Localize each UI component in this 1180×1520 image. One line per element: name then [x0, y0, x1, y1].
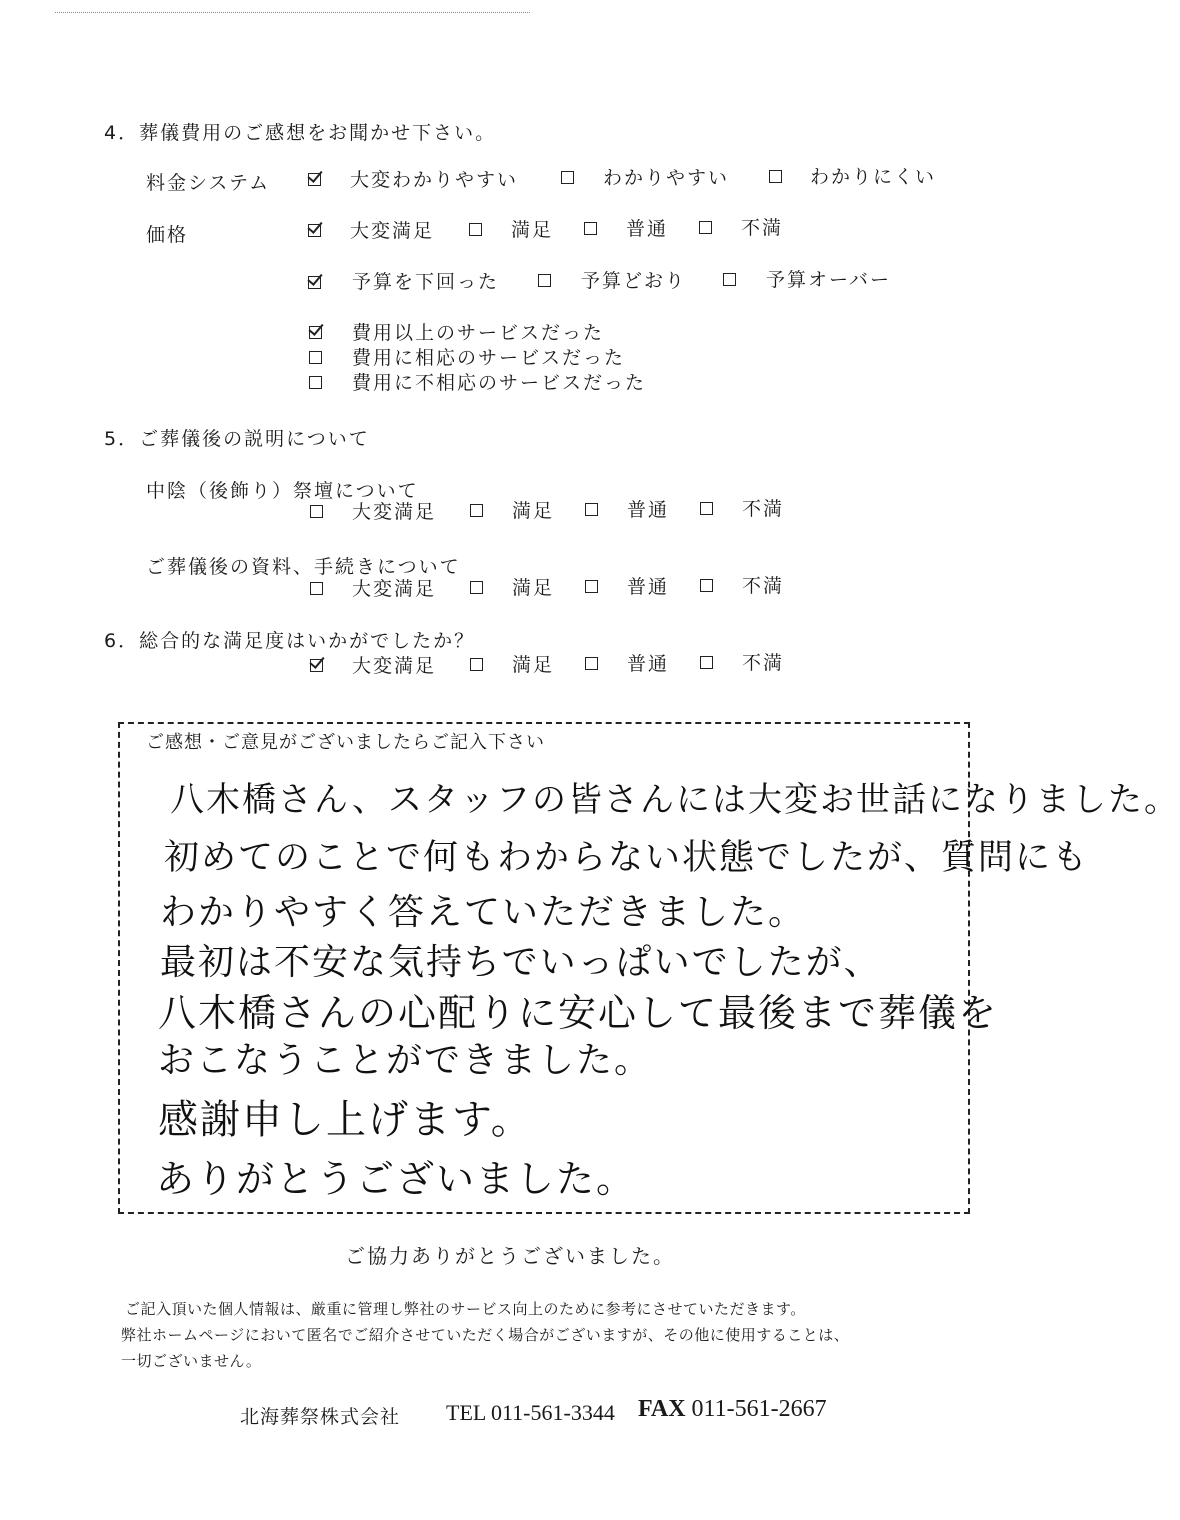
- documents-option-4: 不満: [742, 575, 785, 597]
- price-option-3: 普通: [626, 218, 669, 240]
- value-checkbox-3[interactable]: [309, 376, 322, 389]
- altar-label: 中陰（後飾り）祭壇について: [146, 480, 419, 502]
- fax-label: FAX: [638, 1396, 686, 1422]
- overall-checkbox-3[interactable]: [585, 657, 598, 670]
- overall-option-2: 満足: [512, 654, 555, 676]
- top-divider: [55, 12, 530, 13]
- privacy-notice-line-3: 一切ございません。: [121, 1352, 262, 1370]
- value-option-1: 費用以上のサービスだった: [352, 322, 605, 344]
- q5-title: 5．ご葬儀後の説明について: [104, 428, 370, 450]
- budget-checkbox-3[interactable]: [723, 273, 736, 286]
- value-option-2: 費用に相応のサービスだった: [352, 347, 626, 369]
- documents-option-2: 満足: [512, 577, 555, 599]
- budget-option-2: 予算どおり: [581, 270, 687, 292]
- fee-system-checkbox-3[interactable]: [769, 170, 782, 183]
- price-checkbox-4[interactable]: [699, 221, 712, 234]
- documents-option-1: 大変満足: [352, 578, 437, 600]
- q6-title: 6．総合的な満足度はいかがでしたか？: [104, 630, 476, 652]
- overall-checkbox-2[interactable]: [470, 658, 483, 671]
- overall-option-1: 大変満足: [352, 655, 437, 677]
- company-name: 北海葬祭株式会社: [240, 1406, 401, 1428]
- altar-checkbox-2[interactable]: [470, 504, 483, 517]
- fee-system-checkbox-2[interactable]: [561, 171, 574, 184]
- altar-checkbox-4[interactable]: [700, 502, 713, 515]
- overall-option-3: 普通: [627, 653, 670, 675]
- fee-system-option-2: わかりやすい: [603, 167, 730, 189]
- documents-label: ご葬儀後の資料、手続きについて: [146, 556, 461, 578]
- price-checkbox-2[interactable]: [469, 223, 482, 236]
- overall-checkbox-4[interactable]: [700, 656, 713, 669]
- handwritten-line-1: 八木橋さん、スタッフの皆さんには大変お世話になりました。: [170, 780, 1180, 820]
- documents-checkbox-3[interactable]: [585, 580, 598, 593]
- budget-option-1: 予算を下回った: [352, 271, 500, 293]
- handwritten-line-4: 最初は不安な気持ちでいっぱいでしたが、: [160, 942, 882, 983]
- fee-system-option-3: わかりにくい: [810, 166, 937, 188]
- budget-checkbox-1[interactable]: [308, 276, 321, 289]
- price-checkbox-1[interactable]: [308, 224, 321, 237]
- altar-option-1: 大変満足: [352, 501, 437, 523]
- budget-checkbox-2[interactable]: [538, 274, 551, 287]
- privacy-notice-line-1: ご記入頂いた個人情報は、厳重に管理し弊社のサービス向上のために参考にさせていただきます。: [125, 1300, 806, 1318]
- price-label: 価格: [146, 224, 189, 246]
- altar-checkbox-3[interactable]: [585, 503, 598, 516]
- handwritten-line-7: 感謝申し上げます。: [158, 1097, 533, 1143]
- altar-option-2: 満足: [512, 500, 555, 522]
- altar-checkbox-1[interactable]: [310, 505, 323, 518]
- fax-number: 011-561-2667: [691, 1396, 827, 1422]
- fee-system-option-1: 大変わかりやすい: [350, 169, 519, 191]
- price-checkbox-3[interactable]: [584, 222, 597, 235]
- documents-checkbox-4[interactable]: [700, 579, 713, 592]
- privacy-notice-line-2: 弊社ホームページにおいて匿名でご紹介させていただく場合がございますが、その他に使用することは、: [121, 1326, 850, 1344]
- documents-option-3: 普通: [627, 576, 670, 598]
- handwritten-line-8: ありがとうございました。: [156, 1157, 637, 1201]
- handwritten-line-5: 八木橋さんの心配りに安心して最後まで葬儀を: [158, 991, 999, 1035]
- fee-system-label: 料金システム: [146, 172, 271, 194]
- documents-checkbox-2[interactable]: [470, 581, 483, 594]
- handwritten-line-2: 初めてのことで何もわからない状態でしたが、質問にも: [164, 838, 1090, 878]
- overall-checkbox-1[interactable]: [310, 659, 323, 672]
- overall-option-4: 不満: [742, 652, 785, 674]
- price-option-4: 不満: [741, 217, 784, 239]
- comment-heading: ご感想・ご意見がございましたらご記入下さい: [146, 732, 545, 753]
- altar-option-4: 不満: [742, 498, 785, 520]
- value-checkbox-1[interactable]: [309, 326, 322, 339]
- company-fax: [638, 1396, 827, 1423]
- value-checkbox-2[interactable]: [309, 351, 322, 364]
- fee-system-checkbox-1[interactable]: [308, 173, 321, 186]
- budget-option-3: 予算オーバー: [766, 269, 892, 291]
- handwritten-line-6: おこなうことができました。: [158, 1040, 653, 1081]
- price-option-1: 大変満足: [350, 220, 435, 242]
- q4-title: 4．葬儀費用のご感想をお聞かせ下さい。: [104, 122, 497, 144]
- value-option-3: 費用に不相応のサービスだった: [352, 372, 647, 394]
- altar-option-3: 普通: [627, 499, 670, 521]
- company-tel: TEL 011-561-3344: [446, 1400, 615, 1425]
- thanks-message: ご協力ありがとうございました。: [345, 1244, 675, 1268]
- price-option-2: 満足: [511, 219, 554, 241]
- handwritten-line-3: わかりやすく答えていただきました。: [160, 892, 807, 933]
- documents-checkbox-1[interactable]: [310, 582, 323, 595]
